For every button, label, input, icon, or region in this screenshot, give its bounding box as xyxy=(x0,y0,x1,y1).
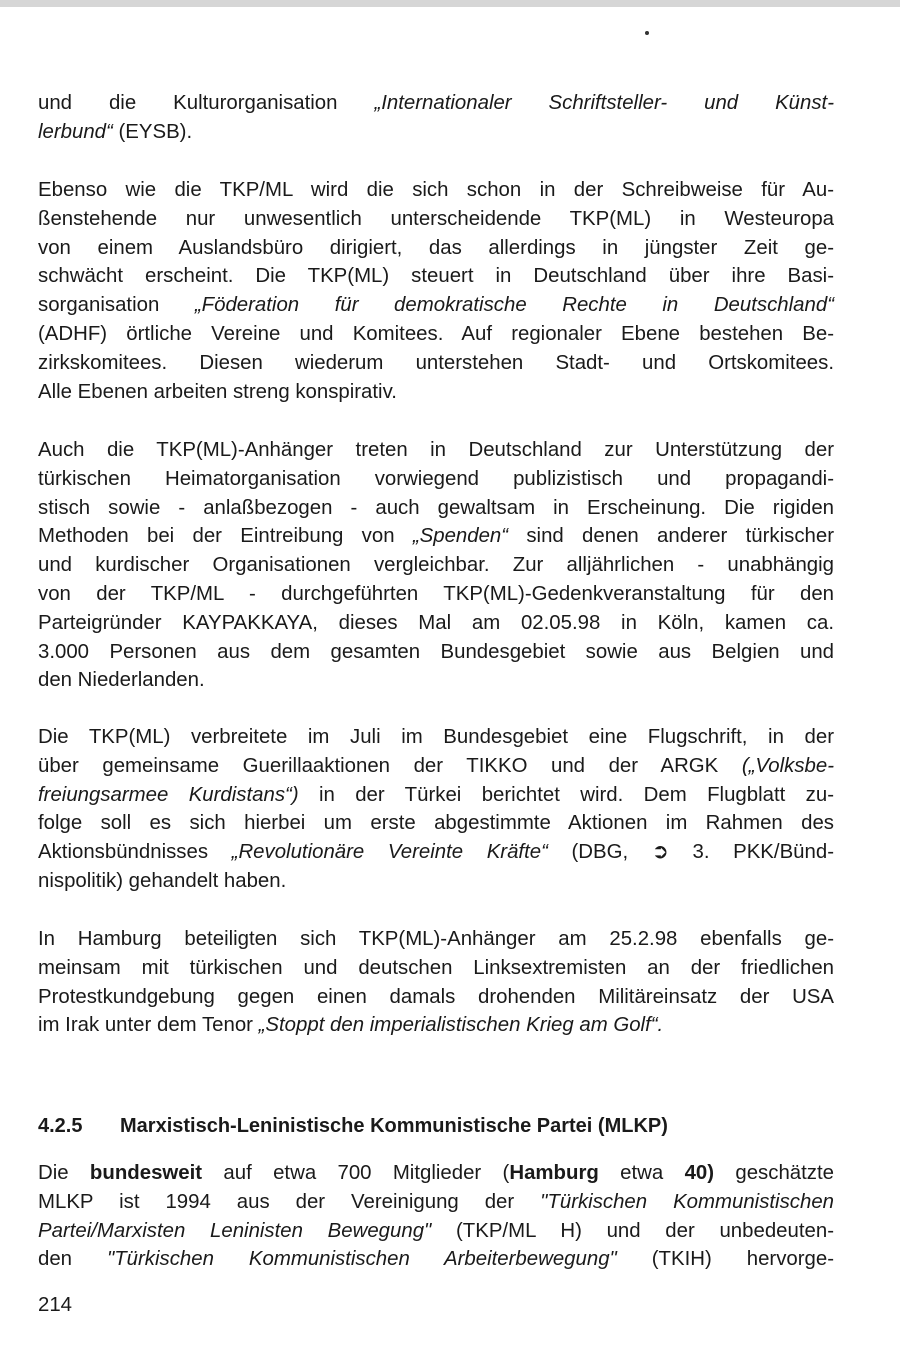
text-run: sorganisation xyxy=(38,294,195,317)
text-line xyxy=(38,436,834,465)
text-run: Hamburg xyxy=(509,1162,599,1184)
page-number: 214 xyxy=(38,1294,73,1316)
text-run: über gemeinsame Guerillaaktionen der TIKKO und der ARGK xyxy=(38,754,742,777)
text-run: („Volksbe- xyxy=(741,754,834,777)
text-run: 3.000 Personen aus dem gesamten Bundesgebiet sowie aus Belgien und xyxy=(38,640,834,663)
text-run: zirkskomitees. Diesen wiederum unterstehen Stadt- und Ortskomitees. xyxy=(38,351,834,374)
paragraph-mlkp xyxy=(38,1159,834,1274)
text-run: lerbund“ xyxy=(38,120,113,143)
text-run: „Revolutionäre Vereinte Kräfte“ xyxy=(231,841,548,864)
text-line xyxy=(38,320,834,349)
text-line xyxy=(38,349,834,378)
text-line xyxy=(38,1188,834,1217)
text-run: meinsam mit türkischen und deutschen Linksextremisten an der friedlichen xyxy=(38,956,834,979)
text-run: Die TKP(ML) verbreitete im Juli im Bundesgebiet eine Flugschrift, in der xyxy=(38,726,834,748)
text-run: (TKIH) hervorge- xyxy=(616,1248,834,1271)
text-line xyxy=(38,118,834,147)
text-run: und die Kulturorganisation xyxy=(38,92,375,114)
text-run: Methoden bei der Eintreibung von xyxy=(38,525,413,548)
text-run: schwächt erscheint. Die TKP(ML) steuert in Deutschland über ihre Basi- xyxy=(38,265,834,288)
text-run: den xyxy=(38,1248,107,1271)
text-run: „Internationaler Schriftsteller- und Künst- xyxy=(374,92,835,114)
text-line xyxy=(38,666,834,695)
text-run: Auch die TKP(ML)-Anhänger treten in Deutschland zur Unterstützung der xyxy=(38,439,834,461)
section-title: Marxistisch-Leninistische Kommunistische Partei (MLKP) xyxy=(120,1115,668,1137)
text-run: und kurdischer Organisationen vergleichbar. Zur alljährlichen - unabhängig xyxy=(38,554,834,577)
text-line xyxy=(38,1217,834,1246)
text-run: bundesweit xyxy=(89,1162,203,1184)
text-run: (DBG, ➲ 3. PKK/Bünd- xyxy=(547,841,834,864)
text-run: im Irak unter dem Tenor xyxy=(38,1014,259,1037)
section-heading xyxy=(38,1112,838,1140)
text-run: etwa xyxy=(598,1162,685,1184)
paragraph-flugschrift xyxy=(38,723,834,896)
text-line xyxy=(38,925,834,954)
text-run: MLKP ist 1994 aus der Vereinigung der xyxy=(38,1190,541,1213)
text-line xyxy=(38,580,834,609)
paragraph-kulturorganisation xyxy=(38,89,834,147)
text-line xyxy=(38,809,834,838)
text-line xyxy=(38,1011,834,1040)
text-run: "Türkischen Kommunistischen Arbeiterbewegung" xyxy=(106,1248,617,1271)
text-run: In Hamburg beteiligten sich TKP(ML)-Anhänger am 25.2.98 ebenfalls ge- xyxy=(38,928,834,950)
text-line xyxy=(38,551,834,580)
scan-speck xyxy=(645,31,649,35)
text-run: Ebenso wie die TKP/ML wird die sich schon in der Schreibweise für Au- xyxy=(38,179,834,201)
text-run: freiungsarmee Kurdistans“) xyxy=(38,783,299,806)
text-run: „Föderation für demokratische Rechte in Deutschland“ xyxy=(194,294,834,317)
text-run: ßenstehende nur unwesentlich unterscheidende TKP(ML) in Westeuropa xyxy=(38,207,834,230)
text-line xyxy=(38,954,834,983)
text-run: sind denen anderer türkischer xyxy=(508,525,834,548)
text-run: (ADHF) örtliche Vereine und Komitees. Auf regionaler Ebene bestehen Be- xyxy=(38,322,834,345)
text-run: von der TKP/ML - durchgeführten TKP(ML)-Gedenkveranstaltung für den xyxy=(38,582,834,605)
text-line xyxy=(38,838,834,867)
text-run: Parteigründer KAYPAKKAYA, dieses Mal am 02.05.98 in Köln, kamen ca. xyxy=(38,611,834,634)
text-line xyxy=(38,638,834,667)
text-line xyxy=(38,781,834,810)
text-line xyxy=(38,1159,834,1188)
text-run: „Stoppt den imperialistischen Krieg am Golf“. xyxy=(258,1014,664,1037)
text-run: in der Türkei berichtet wird. Dem Flugblatt zu- xyxy=(298,783,834,806)
text-line xyxy=(38,291,834,320)
text-run: Alle Ebenen arbeiten streng konspirativ. xyxy=(38,380,397,403)
text-run: Aktionsbündnisses xyxy=(38,841,232,864)
text-line xyxy=(38,1245,834,1274)
text-run: (TKP/ML H) und der unbedeuten- xyxy=(431,1219,834,1242)
paragraph-hamburg xyxy=(38,925,834,1040)
text-run: nispolitik) gehandelt haben. xyxy=(38,869,287,892)
text-run: 40) xyxy=(684,1162,715,1184)
text-line xyxy=(38,465,834,494)
text-run: geschätzte xyxy=(714,1162,834,1184)
paragraph-auslandsbuero xyxy=(38,176,834,406)
text-line xyxy=(38,867,834,896)
text-line xyxy=(38,234,834,263)
text-run: von einem Auslandsbüro dirigiert, das allerdings in jüngster Zeit ge- xyxy=(38,236,834,259)
text-line xyxy=(38,176,834,205)
text-run: "Türkischen Kommunistischen xyxy=(540,1190,835,1213)
text-line xyxy=(38,262,834,291)
text-line xyxy=(38,494,834,523)
text-run: auf etwa 700 Mitglieder ( xyxy=(202,1162,510,1184)
text-run: „Spenden“ xyxy=(412,525,509,548)
scan-edge xyxy=(0,0,900,7)
text-run: Partei/Marxisten Leninisten Bewegung" xyxy=(38,1219,432,1242)
text-run: (EYSB). xyxy=(112,120,193,143)
text-line xyxy=(38,522,834,551)
text-line xyxy=(38,205,834,234)
text-line xyxy=(38,983,834,1012)
text-run: stisch sowie - anlaßbezogen - auch gewaltsam in Erscheinung. Die rigiden xyxy=(38,496,834,519)
text-line xyxy=(38,378,834,407)
text-run: folge soll es sich hierbei um erste abgestimmte Aktionen im Rahmen des xyxy=(38,812,834,835)
text-run: Protestkundgebung gegen einen damals drohenden Militäreinsatz der USA xyxy=(38,985,834,1008)
text-line xyxy=(38,752,834,781)
text-run: türkischen Heimatorganisation vorwiegend publizistisch und propagandi- xyxy=(38,467,834,490)
text-line xyxy=(38,723,834,752)
text-line xyxy=(38,609,834,638)
section-number: 4.2.5 xyxy=(38,1115,83,1137)
text-run: Die xyxy=(38,1162,90,1184)
text-line xyxy=(38,89,834,118)
paragraph-anhaenger xyxy=(38,436,834,695)
text-run: den Niederlanden. xyxy=(38,669,205,692)
